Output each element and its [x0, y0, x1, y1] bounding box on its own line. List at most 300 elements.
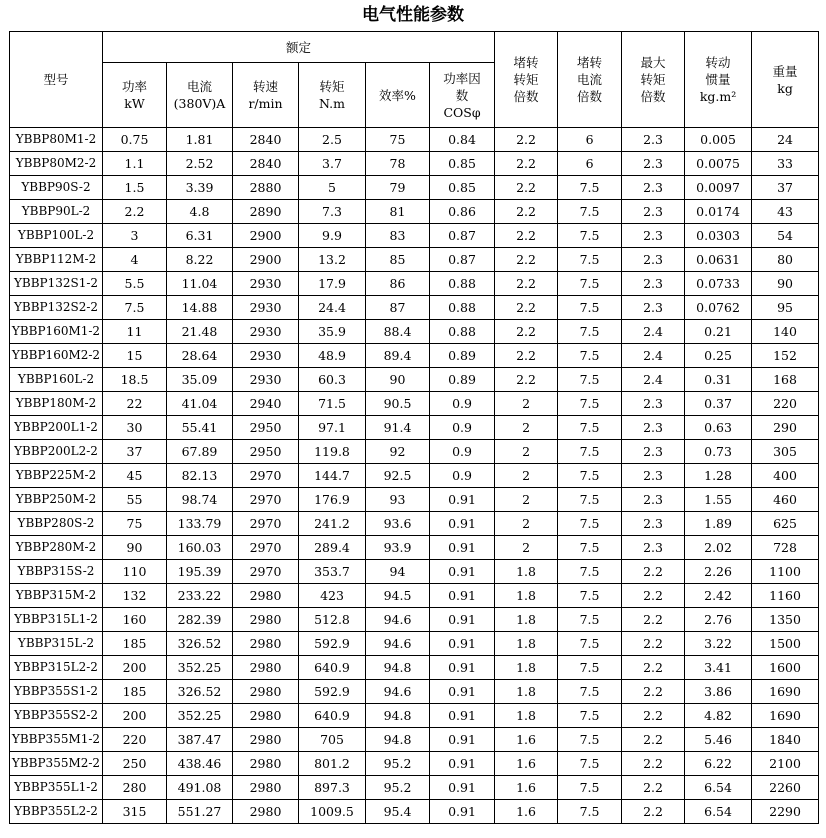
cell-power: 250 — [103, 752, 167, 776]
cell-max-torque: 2.3 — [622, 224, 685, 248]
cell-power-factor: 0.88 — [430, 272, 495, 296]
cell-efficiency: 94.6 — [366, 608, 430, 632]
table-row — [10, 368, 819, 392]
cell-speed: 2970 — [233, 488, 299, 512]
table-row — [10, 176, 819, 200]
table-row — [10, 440, 819, 464]
cell-max-torque: 2.3 — [622, 200, 685, 224]
cell-weight: 37 — [752, 176, 819, 200]
cell-weight: 1840 — [752, 728, 819, 752]
cell-power-factor: 0.86 — [430, 200, 495, 224]
table-row — [10, 416, 819, 440]
cell-model: YBBP355M2-2 — [10, 752, 103, 776]
cell-model: YBBP160M2-2 — [10, 344, 103, 368]
cell-locked-current: 7.5 — [558, 608, 622, 632]
cell-locked-current: 7.5 — [558, 632, 622, 656]
cell-efficiency: 88.4 — [366, 320, 430, 344]
cell-current: 21.48 — [167, 320, 233, 344]
cell-weight: 2260 — [752, 776, 819, 800]
table-row — [10, 296, 819, 320]
cell-power: 75 — [103, 512, 167, 536]
cell-model: YBBP200L1-2 — [10, 416, 103, 440]
cell-max-torque: 2.3 — [622, 536, 685, 560]
table-body — [10, 128, 819, 824]
table-row — [10, 272, 819, 296]
cell-power-factor: 0.91 — [430, 728, 495, 752]
cell-inertia: 0.0303 — [685, 224, 752, 248]
table-row — [10, 344, 819, 368]
cell-weight: 400 — [752, 464, 819, 488]
cell-torque: 423 — [299, 584, 366, 608]
cell-inertia: 0.0174 — [685, 200, 752, 224]
cell-current: 3.39 — [167, 176, 233, 200]
cell-inertia: 0.0631 — [685, 248, 752, 272]
cell-power: 110 — [103, 560, 167, 584]
cell-efficiency: 94.8 — [366, 728, 430, 752]
cell-power: 7.5 — [103, 296, 167, 320]
cell-power-factor: 0.89 — [430, 344, 495, 368]
cell-inertia: 0.37 — [685, 392, 752, 416]
cell-locked-current: 7.5 — [558, 320, 622, 344]
cell-locked-torque: 2.2 — [495, 320, 558, 344]
cell-model: YBBP80M2-2 — [10, 152, 103, 176]
cell-locked-current: 7.5 — [558, 704, 622, 728]
cell-locked-torque: 1.8 — [495, 608, 558, 632]
cell-inertia: 2.42 — [685, 584, 752, 608]
cell-locked-current: 7.5 — [558, 272, 622, 296]
cell-efficiency: 94.6 — [366, 680, 430, 704]
cell-current: 195.39 — [167, 560, 233, 584]
cell-max-torque: 2.2 — [622, 728, 685, 752]
cell-efficiency: 85 — [366, 248, 430, 272]
cell-speed: 2940 — [233, 392, 299, 416]
table-row — [10, 800, 819, 824]
cell-model: YBBP112M-2 — [10, 248, 103, 272]
cell-current: 6.31 — [167, 224, 233, 248]
table-row — [10, 320, 819, 344]
cell-locked-current: 7.5 — [558, 248, 622, 272]
cell-current: 55.41 — [167, 416, 233, 440]
cell-current: 326.52 — [167, 632, 233, 656]
cell-inertia: 0.0762 — [685, 296, 752, 320]
cell-efficiency: 94.8 — [366, 656, 430, 680]
cell-locked-current: 7.5 — [558, 728, 622, 752]
cell-efficiency: 94.6 — [366, 632, 430, 656]
cell-model: YBBP315L-2 — [10, 632, 103, 656]
cell-power: 0.75 — [103, 128, 167, 152]
cell-power-factor: 0.87 — [430, 224, 495, 248]
cell-power: 315 — [103, 800, 167, 824]
cell-torque: 7.3 — [299, 200, 366, 224]
cell-locked-torque: 1.8 — [495, 680, 558, 704]
cell-efficiency: 87 — [366, 296, 430, 320]
cell-max-torque: 2.4 — [622, 320, 685, 344]
cell-inertia: 3.41 — [685, 656, 752, 680]
cell-torque: 1009.5 — [299, 800, 366, 824]
cell-weight: 625 — [752, 512, 819, 536]
cell-locked-torque: 2.2 — [495, 272, 558, 296]
cell-power: 55 — [103, 488, 167, 512]
cell-speed: 2970 — [233, 560, 299, 584]
cell-efficiency: 93.9 — [366, 536, 430, 560]
cell-model: YBBP132S2-2 — [10, 296, 103, 320]
cell-power-factor: 0.91 — [430, 488, 495, 512]
cell-current: 2.52 — [167, 152, 233, 176]
cell-max-torque: 2.2 — [622, 704, 685, 728]
cell-locked-current: 7.5 — [558, 512, 622, 536]
cell-model: YBBP225M-2 — [10, 464, 103, 488]
cell-inertia: 3.22 — [685, 632, 752, 656]
cell-power: 1.5 — [103, 176, 167, 200]
cell-efficiency: 86 — [366, 272, 430, 296]
cell-weight: 728 — [752, 536, 819, 560]
cell-speed: 2950 — [233, 416, 299, 440]
cell-efficiency: 90.5 — [366, 392, 430, 416]
cell-inertia: 2.76 — [685, 608, 752, 632]
cell-locked-torque: 2.2 — [495, 200, 558, 224]
cell-locked-current: 7.5 — [558, 464, 622, 488]
cell-model: YBBP90S-2 — [10, 176, 103, 200]
cell-power-factor: 0.89 — [430, 368, 495, 392]
cell-locked-current: 7.5 — [558, 224, 622, 248]
cell-model: YBBP315M-2 — [10, 584, 103, 608]
table-row — [10, 608, 819, 632]
cell-max-torque: 2.3 — [622, 512, 685, 536]
cell-inertia: 0.25 — [685, 344, 752, 368]
cell-locked-torque: 2.2 — [495, 176, 558, 200]
cell-power: 22 — [103, 392, 167, 416]
cell-torque: 512.8 — [299, 608, 366, 632]
cell-locked-current: 7.5 — [558, 776, 622, 800]
cell-speed: 2970 — [233, 512, 299, 536]
cell-torque: 144.7 — [299, 464, 366, 488]
cell-power: 132 — [103, 584, 167, 608]
cell-max-torque: 2.2 — [622, 776, 685, 800]
cell-power: 90 — [103, 536, 167, 560]
cell-current: 11.04 — [167, 272, 233, 296]
cell-current: 67.89 — [167, 440, 233, 464]
cell-locked-current: 7.5 — [558, 368, 622, 392]
cell-power-factor: 0.91 — [430, 680, 495, 704]
cell-locked-current: 7.5 — [558, 656, 622, 680]
cell-torque: 353.7 — [299, 560, 366, 584]
cell-power-factor: 0.91 — [430, 704, 495, 728]
cell-inertia: 1.28 — [685, 464, 752, 488]
header-power-factor: 功率因 数 COSφ — [430, 63, 495, 128]
cell-torque: 705 — [299, 728, 366, 752]
cell-power-factor: 0.88 — [430, 320, 495, 344]
cell-max-torque: 2.4 — [622, 368, 685, 392]
cell-locked-torque: 2 — [495, 392, 558, 416]
cell-locked-torque: 2.2 — [495, 248, 558, 272]
table-row — [10, 224, 819, 248]
cell-torque: 9.9 — [299, 224, 366, 248]
cell-power-factor: 0.9 — [430, 392, 495, 416]
header-model: 型号 — [10, 32, 103, 128]
table-row — [10, 392, 819, 416]
cell-torque: 3.7 — [299, 152, 366, 176]
cell-torque: 60.3 — [299, 368, 366, 392]
cell-max-torque: 2.3 — [622, 152, 685, 176]
cell-current: 160.03 — [167, 536, 233, 560]
cell-power: 280 — [103, 776, 167, 800]
cell-torque: 241.2 — [299, 512, 366, 536]
cell-current: 28.64 — [167, 344, 233, 368]
cell-inertia: 1.89 — [685, 512, 752, 536]
cell-locked-current: 7.5 — [558, 584, 622, 608]
cell-current: 438.46 — [167, 752, 233, 776]
cell-inertia: 6.54 — [685, 776, 752, 800]
cell-model: YBBP355L2-2 — [10, 800, 103, 824]
cell-power: 200 — [103, 656, 167, 680]
cell-model: YBBP355L1-2 — [10, 776, 103, 800]
table-row — [10, 752, 819, 776]
cell-speed: 2900 — [233, 224, 299, 248]
cell-locked-current: 7.5 — [558, 296, 622, 320]
cell-model: YBBP180M-2 — [10, 392, 103, 416]
cell-max-torque: 2.2 — [622, 632, 685, 656]
cell-inertia: 0.73 — [685, 440, 752, 464]
cell-locked-torque: 2 — [495, 488, 558, 512]
cell-speed: 2980 — [233, 800, 299, 824]
cell-torque: 801.2 — [299, 752, 366, 776]
cell-torque: 640.9 — [299, 656, 366, 680]
cell-power: 45 — [103, 464, 167, 488]
cell-model: YBBP280S-2 — [10, 512, 103, 536]
cell-speed: 2950 — [233, 440, 299, 464]
cell-locked-torque: 2 — [495, 512, 558, 536]
cell-current: 282.39 — [167, 608, 233, 632]
cell-efficiency: 89.4 — [366, 344, 430, 368]
table-row — [10, 656, 819, 680]
cell-efficiency: 95.2 — [366, 752, 430, 776]
cell-efficiency: 91.4 — [366, 416, 430, 440]
cell-weight: 1690 — [752, 704, 819, 728]
cell-max-torque: 2.3 — [622, 248, 685, 272]
cell-speed: 2980 — [233, 704, 299, 728]
cell-max-torque: 2.3 — [622, 392, 685, 416]
header-rated: 额定 — [103, 32, 495, 63]
cell-speed: 2930 — [233, 368, 299, 392]
cell-power-factor: 0.91 — [430, 800, 495, 824]
cell-model: YBBP160L-2 — [10, 368, 103, 392]
cell-power-factor: 0.85 — [430, 152, 495, 176]
header-efficiency: 效率% — [366, 63, 430, 128]
cell-weight: 80 — [752, 248, 819, 272]
cell-max-torque: 2.2 — [622, 584, 685, 608]
cell-torque: 592.9 — [299, 632, 366, 656]
header-locked-current: 堵转 电流 倍数 — [558, 32, 622, 128]
header-inertia: 转动 惯量 kg.m² — [685, 32, 752, 128]
cell-inertia: 3.86 — [685, 680, 752, 704]
cell-torque: 13.2 — [299, 248, 366, 272]
cell-torque: 119.8 — [299, 440, 366, 464]
header-max-torque: 最大 转矩 倍数 — [622, 32, 685, 128]
header-speed: 转速 r/min — [233, 63, 299, 128]
table-row — [10, 632, 819, 656]
cell-power-factor: 0.85 — [430, 176, 495, 200]
cell-current: 4.8 — [167, 200, 233, 224]
cell-weight: 1600 — [752, 656, 819, 680]
cell-model: YBBP315L1-2 — [10, 608, 103, 632]
cell-torque: 35.9 — [299, 320, 366, 344]
cell-speed: 2930 — [233, 296, 299, 320]
cell-model: YBBP90L-2 — [10, 200, 103, 224]
cell-weight: 33 — [752, 152, 819, 176]
cell-efficiency: 95.2 — [366, 776, 430, 800]
cell-current: 233.22 — [167, 584, 233, 608]
cell-inertia: 0.0075 — [685, 152, 752, 176]
cell-power-factor: 0.91 — [430, 584, 495, 608]
cell-efficiency: 95.4 — [366, 800, 430, 824]
cell-speed: 2880 — [233, 176, 299, 200]
cell-speed: 2900 — [233, 248, 299, 272]
cell-inertia: 0.0097 — [685, 176, 752, 200]
cell-locked-current: 6 — [558, 128, 622, 152]
cell-weight: 90 — [752, 272, 819, 296]
cell-weight: 168 — [752, 368, 819, 392]
cell-model: YBBP280M-2 — [10, 536, 103, 560]
cell-locked-current: 7.5 — [558, 488, 622, 512]
cell-power: 200 — [103, 704, 167, 728]
cell-power: 1.1 — [103, 152, 167, 176]
cell-inertia: 0.63 — [685, 416, 752, 440]
cell-weight: 460 — [752, 488, 819, 512]
cell-speed: 2980 — [233, 776, 299, 800]
cell-torque: 48.9 — [299, 344, 366, 368]
cell-weight: 24 — [752, 128, 819, 152]
cell-torque: 289.4 — [299, 536, 366, 560]
cell-weight: 290 — [752, 416, 819, 440]
cell-model: YBBP355S1-2 — [10, 680, 103, 704]
cell-model: YBBP355S2-2 — [10, 704, 103, 728]
header-locked-torque: 堵转 转矩 倍数 — [495, 32, 558, 128]
cell-weight: 1350 — [752, 608, 819, 632]
cell-power-factor: 0.9 — [430, 464, 495, 488]
cell-power-factor: 0.91 — [430, 632, 495, 656]
cell-current: 14.88 — [167, 296, 233, 320]
cell-locked-torque: 2 — [495, 536, 558, 560]
cell-power-factor: 0.91 — [430, 776, 495, 800]
cell-power-factor: 0.87 — [430, 248, 495, 272]
cell-power: 37 — [103, 440, 167, 464]
cell-max-torque: 2.2 — [622, 560, 685, 584]
cell-inertia: 0.0733 — [685, 272, 752, 296]
cell-efficiency: 75 — [366, 128, 430, 152]
cell-weight: 1100 — [752, 560, 819, 584]
cell-current: 8.22 — [167, 248, 233, 272]
cell-power: 185 — [103, 680, 167, 704]
cell-weight: 43 — [752, 200, 819, 224]
cell-inertia: 1.55 — [685, 488, 752, 512]
cell-current: 1.81 — [167, 128, 233, 152]
cell-locked-current: 6 — [558, 152, 622, 176]
cell-locked-torque: 1.8 — [495, 560, 558, 584]
cell-weight: 220 — [752, 392, 819, 416]
cell-model: YBBP80M1-2 — [10, 128, 103, 152]
cell-efficiency: 78 — [366, 152, 430, 176]
cell-max-torque: 2.4 — [622, 344, 685, 368]
cell-speed: 2980 — [233, 728, 299, 752]
cell-locked-torque: 1.8 — [495, 632, 558, 656]
cell-inertia: 0.21 — [685, 320, 752, 344]
cell-efficiency: 92 — [366, 440, 430, 464]
cell-speed: 2980 — [233, 656, 299, 680]
cell-locked-torque: 2.2 — [495, 344, 558, 368]
cell-power: 18.5 — [103, 368, 167, 392]
cell-speed: 2930 — [233, 344, 299, 368]
cell-power-factor: 0.88 — [430, 296, 495, 320]
cell-power-factor: 0.91 — [430, 512, 495, 536]
cell-locked-torque: 1.6 — [495, 728, 558, 752]
cell-model: YBBP250M-2 — [10, 488, 103, 512]
cell-efficiency: 79 — [366, 176, 430, 200]
header-power: 功率 kW — [103, 63, 167, 128]
cell-locked-torque: 2 — [495, 464, 558, 488]
cell-speed: 2980 — [233, 632, 299, 656]
cell-current: 133.79 — [167, 512, 233, 536]
cell-max-torque: 2.2 — [622, 752, 685, 776]
cell-power-factor: 0.9 — [430, 440, 495, 464]
cell-speed: 2930 — [233, 272, 299, 296]
cell-locked-current: 7.5 — [558, 440, 622, 464]
cell-locked-current: 7.5 — [558, 392, 622, 416]
cell-speed: 2980 — [233, 608, 299, 632]
table-row — [10, 776, 819, 800]
cell-power: 3 — [103, 224, 167, 248]
cell-locked-current: 7.5 — [558, 800, 622, 824]
cell-inertia: 2.02 — [685, 536, 752, 560]
cell-max-torque: 2.2 — [622, 680, 685, 704]
cell-locked-torque: 1.8 — [495, 584, 558, 608]
cell-current: 35.09 — [167, 368, 233, 392]
cell-power: 160 — [103, 608, 167, 632]
cell-efficiency: 92.5 — [366, 464, 430, 488]
cell-speed: 2970 — [233, 464, 299, 488]
cell-locked-torque: 1.8 — [495, 704, 558, 728]
cell-torque: 2.5 — [299, 128, 366, 152]
cell-weight: 305 — [752, 440, 819, 464]
table-row — [10, 200, 819, 224]
cell-torque: 97.1 — [299, 416, 366, 440]
table-row — [10, 584, 819, 608]
cell-model: YBBP355M1-2 — [10, 728, 103, 752]
cell-weight: 1690 — [752, 680, 819, 704]
cell-locked-torque: 2 — [495, 416, 558, 440]
cell-inertia: 0.005 — [685, 128, 752, 152]
cell-speed: 2930 — [233, 320, 299, 344]
cell-current: 387.47 — [167, 728, 233, 752]
cell-torque: 17.9 — [299, 272, 366, 296]
cell-weight: 1500 — [752, 632, 819, 656]
cell-weight: 2290 — [752, 800, 819, 824]
cell-model: YBBP315L2-2 — [10, 656, 103, 680]
cell-efficiency: 94 — [366, 560, 430, 584]
cell-weight: 54 — [752, 224, 819, 248]
cell-current: 491.08 — [167, 776, 233, 800]
cell-efficiency: 94.8 — [366, 704, 430, 728]
cell-model: YBBP100L-2 — [10, 224, 103, 248]
cell-efficiency: 83 — [366, 224, 430, 248]
cell-max-torque: 2.2 — [622, 656, 685, 680]
cell-efficiency: 94.5 — [366, 584, 430, 608]
cell-torque: 897.3 — [299, 776, 366, 800]
cell-speed: 2980 — [233, 584, 299, 608]
cell-weight: 1160 — [752, 584, 819, 608]
cell-efficiency: 93.6 — [366, 512, 430, 536]
cell-torque: 71.5 — [299, 392, 366, 416]
cell-locked-current: 7.5 — [558, 680, 622, 704]
